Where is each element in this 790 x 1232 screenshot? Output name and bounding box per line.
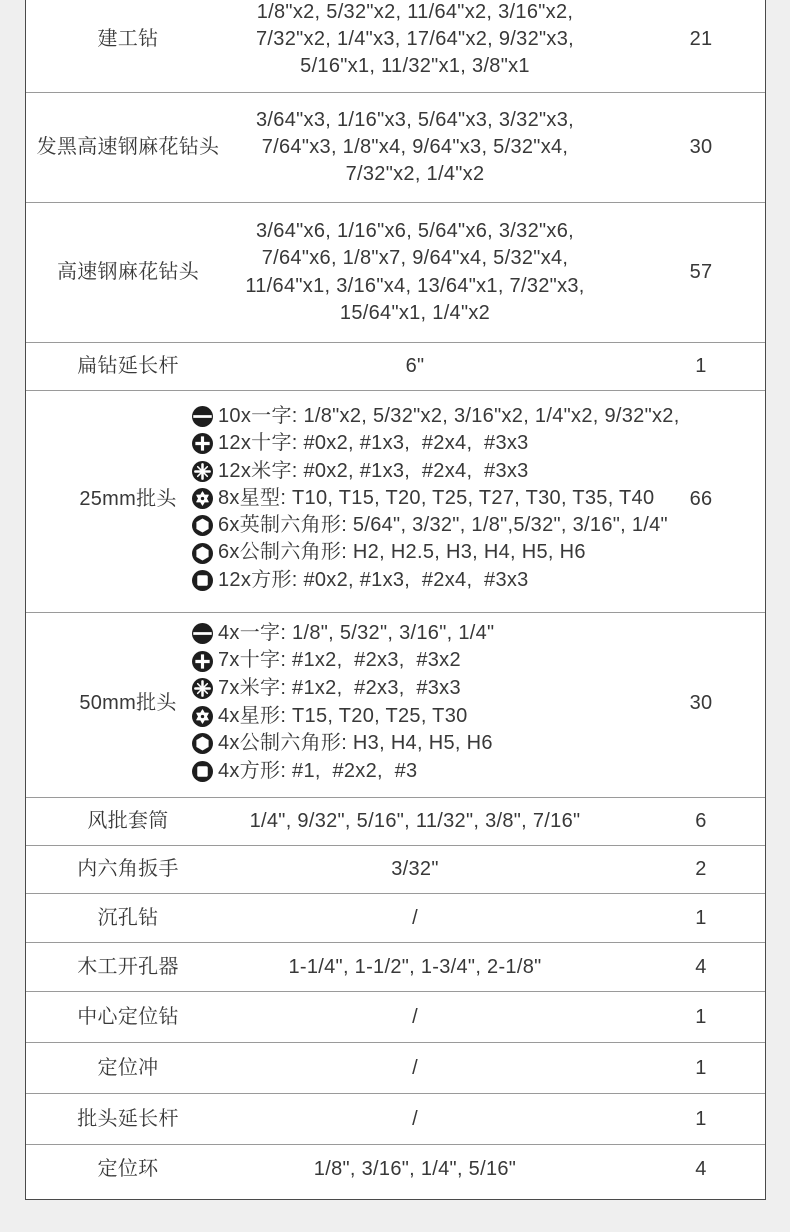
- bit-entry-text: 12x十字: #0x2, #1x3, #2x4, #3x3: [218, 432, 529, 455]
- bit-entry: [192, 430, 529, 457]
- bit-entry-text: 4x公制六角形: H3, H4, H5, H6: [218, 732, 493, 755]
- item-name: 高速钢麻花钻头: [56, 261, 200, 283]
- slotted-bit-icon: [192, 406, 213, 427]
- item-name: 25mm批头: [79, 488, 177, 510]
- bit-entry: [192, 539, 586, 566]
- bit-entry-text: 4x方形: #1, #2x2, #3: [218, 759, 418, 782]
- item-quantity: 57: [689, 261, 713, 283]
- hex-bit-icon: [192, 733, 213, 754]
- table-row: [26, 93, 765, 203]
- bit-list: [192, 391, 680, 606]
- item-quantity: 66: [689, 488, 713, 510]
- bit-entry: [192, 512, 668, 539]
- item-quantity: 6: [695, 810, 707, 832]
- bit-entry: [192, 458, 529, 485]
- bit-entry: [192, 403, 680, 430]
- bit-entry-text: 4x一字: 1/8", 5/32", 3/16", 1/4": [218, 621, 495, 644]
- item-name: 风批套筒: [87, 810, 169, 832]
- spec-line: 3/64"x3, 1/16"x3, 5/64"x3, 3/32"x3,: [256, 109, 574, 131]
- item-quantity: 30: [689, 692, 713, 714]
- item-name: 内六角扳手: [77, 858, 179, 880]
- bit-entry-text: 10x一字: 1/8"x2, 5/32"x2, 3/16"x2, 1/4"x2, 9/32"x2,: [218, 404, 680, 427]
- item-spec: [195, 992, 635, 1042]
- torx-bit-icon: [192, 706, 213, 727]
- spec-line: 6": [405, 355, 425, 377]
- spec-line: 3/32": [391, 858, 439, 880]
- item-spec: [195, 1094, 635, 1144]
- item-spec: [195, 1145, 635, 1194]
- table-row: [26, 894, 765, 943]
- item-quantity: 21: [689, 27, 713, 50]
- table-row: [26, 613, 765, 798]
- spec-line: /: [412, 1005, 418, 1028]
- table-row: [26, 798, 765, 846]
- bit-entry-text: 7x米字: #1x2, #2x3, #3x3: [218, 676, 461, 699]
- item-spec: [195, 1043, 635, 1093]
- table-row: [26, 1043, 765, 1094]
- bit-entry: [192, 703, 468, 731]
- bit-list: [192, 613, 494, 792]
- item-quantity: 30: [689, 136, 713, 158]
- table-row: [26, 992, 765, 1043]
- table-row: [26, 1145, 765, 1200]
- item-name: 木工开孔器: [77, 955, 179, 978]
- item-quantity: 1: [695, 1107, 707, 1130]
- item-spec: [195, 93, 635, 202]
- bit-entry-text: 4x星形: T15, T20, T25, T30: [218, 704, 468, 727]
- bit-entry-text: 6x公制六角形: H2, H2.5, H3, H4, H5, H6: [218, 541, 586, 564]
- bit-entry: [192, 567, 529, 594]
- item-name: 建工钻: [97, 27, 159, 50]
- bit-entry: [192, 485, 654, 512]
- item-spec: [195, 798, 635, 845]
- table-row: [26, 1094, 765, 1145]
- slotted-bit-icon: [192, 623, 213, 644]
- spec-line: /: [412, 906, 418, 929]
- bit-entry: [192, 675, 461, 703]
- spec-line: /: [412, 1107, 418, 1130]
- hex-bit-icon: [192, 543, 213, 564]
- bit-entry: [192, 730, 493, 758]
- item-name: 定位环: [97, 1158, 159, 1180]
- spec-line: 1/4", 9/32", 5/16", 11/32", 3/8", 7/16": [249, 810, 581, 832]
- item-name: 批头延长杆: [77, 1107, 179, 1130]
- pozidriv-bit-icon: [192, 461, 213, 482]
- item-name: 定位冲: [97, 1056, 159, 1079]
- spec-line: 1-1/4", 1-1/2", 1-3/4", 2-1/8": [288, 955, 542, 978]
- spec-line: 1/8", 3/16", 1/4", 5/16": [313, 1158, 517, 1180]
- spec-line: 11/64"x1, 3/16"x4, 13/64"x1, 7/32"x3,: [245, 274, 585, 297]
- item-quantity: 1: [695, 906, 707, 929]
- item-spec: [195, 943, 635, 991]
- spec-line: 3/64"x6, 1/16"x6, 5/64"x6, 3/32"x6,: [256, 219, 574, 242]
- spec-line: 7/32"x2, 1/4"x3, 17/64"x2, 9/32"x3,: [256, 27, 574, 50]
- table-row: [26, 846, 765, 894]
- square-bit-icon: [192, 761, 213, 782]
- pozidriv-bit-icon: [192, 678, 213, 699]
- spec-line: 7/64"x3, 1/8"x4, 9/64"x3, 5/32"x4,: [261, 136, 569, 158]
- item-spec: [195, 203, 635, 342]
- item-name: 发黑高速钢麻花钻头: [36, 136, 220, 158]
- square-bit-icon: [192, 570, 213, 591]
- spec-line: /: [412, 1056, 418, 1079]
- table-row: [26, 343, 765, 391]
- table-row: [26, 0, 765, 93]
- item-quantity: 1: [695, 355, 707, 377]
- spec-line: 5/16"x1, 11/32"x1, 3/8"x1: [300, 54, 530, 77]
- bit-entry: [192, 758, 417, 786]
- bit-entry-text: 8x星型: T10, T15, T20, T25, T27, T30, T35, T40: [218, 486, 655, 509]
- bit-entry: [192, 647, 461, 675]
- table-row: [26, 203, 765, 343]
- spec-line: 7/32"x2, 1/4"x2: [345, 163, 485, 185]
- bit-entry-text: 7x十字: #1x2, #2x3, #3x2: [218, 649, 461, 672]
- item-quantity: 2: [695, 858, 707, 880]
- phillips-bit-icon: [192, 651, 213, 672]
- item-quantity: 1: [695, 1005, 707, 1028]
- item-name: 扁钻延长杆: [77, 355, 179, 377]
- table-row: [26, 943, 765, 992]
- phillips-bit-icon: [192, 433, 213, 454]
- bit-entry-text: 6x英制六角形: 5/64", 3/32", 1/8",5/32", 3/16", 1/4": [218, 514, 668, 537]
- spec-line: 1/8"x2, 5/32"x2, 11/64"x2, 3/16"x2,: [256, 0, 574, 23]
- bit-entry-text: 12x方形: #0x2, #1x3, #2x4, #3x3: [218, 568, 529, 591]
- item-spec: [195, 0, 635, 78]
- table-row: [26, 391, 765, 613]
- item-quantity: 4: [695, 1158, 707, 1180]
- item-name: 50mm批头: [79, 692, 177, 714]
- parts-table: [25, 0, 766, 1200]
- torx-bit-icon: [192, 488, 213, 509]
- bit-entry-text: 12x米字: #0x2, #1x3, #2x4, #3x3: [218, 459, 529, 482]
- item-name: 中心定位钻: [77, 1005, 179, 1028]
- item-spec: [195, 894, 635, 942]
- bit-entry: [192, 620, 494, 648]
- hex-bit-icon: [192, 515, 213, 536]
- item-spec: [195, 846, 635, 893]
- item-quantity: 1: [695, 1056, 707, 1079]
- item-quantity: 4: [695, 955, 707, 978]
- item-spec: [195, 343, 635, 390]
- spec-line: 7/64"x6, 1/8"x7, 9/64"x4, 5/32"x4,: [261, 247, 569, 270]
- item-name: 沉孔钻: [97, 906, 159, 929]
- spec-line: 15/64"x1, 1/4"x2: [339, 301, 491, 324]
